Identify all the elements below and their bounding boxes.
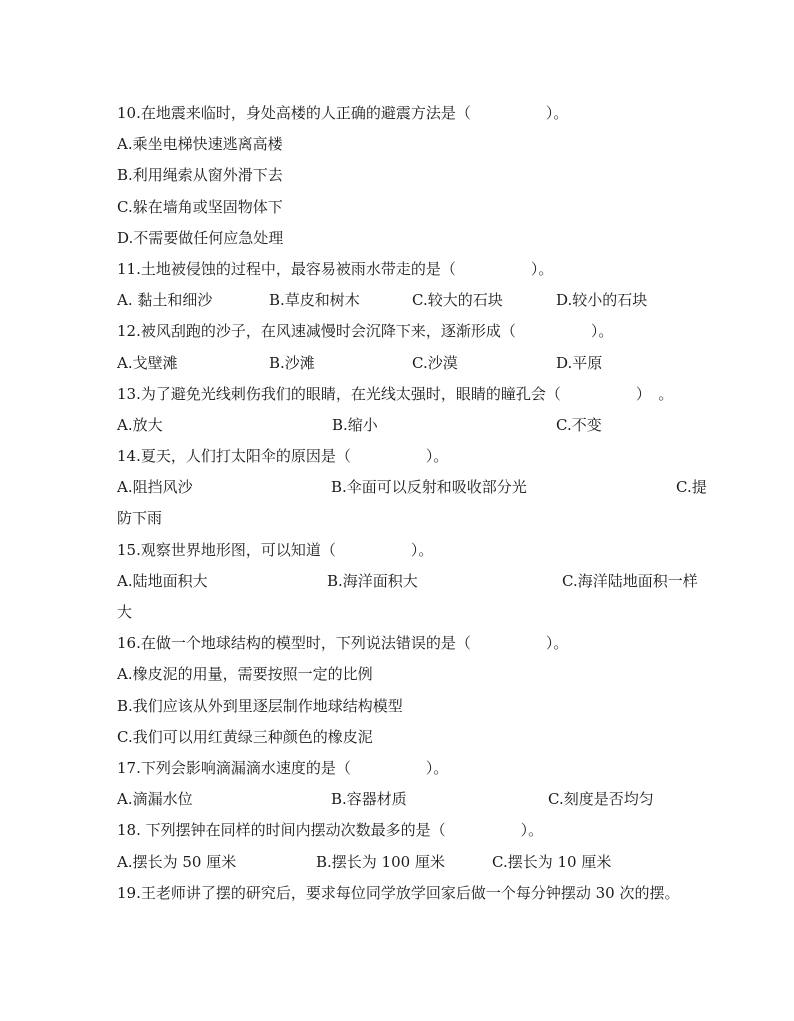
question-17-option-c: C.刻度是否均匀 bbox=[548, 790, 654, 809]
question-10-stem: 10.在地震来临时，身处高楼的人正确的避震方法是（ ）。 bbox=[117, 104, 569, 122]
question-12-option-a: A.戈壁滩 bbox=[117, 353, 178, 372]
question-12-option-c: C.沙漠 bbox=[412, 353, 458, 372]
question-11-options bbox=[117, 285, 717, 316]
question-15-option-c-continued: 大 bbox=[117, 603, 133, 621]
question-15-option-a: A.陆地面积大 bbox=[117, 571, 208, 590]
question-15-options bbox=[117, 566, 717, 597]
question-17-options bbox=[117, 784, 717, 815]
question-11-option-d: D.较小的石块 bbox=[556, 291, 648, 310]
question-13-option-c: C.不变 bbox=[556, 415, 602, 434]
question-14-options bbox=[117, 472, 717, 503]
question-14-option-b: B.伞面可以反射和吸收部分光 bbox=[331, 478, 527, 497]
question-12-stem: 12.被风刮跑的沙子，在风速减慢时会沉降下来，逐渐形成（ ）。 bbox=[117, 322, 614, 341]
question-19-stem: 19.王老师讲了摆的研究后，要求每位同学放学回家后做一个每分钟摆动 30 次的摆。 bbox=[117, 883, 680, 902]
question-15-option-c: C.海洋陆地面积一样 bbox=[562, 571, 698, 590]
question-16-option-a: A.橡皮泥的用量，需要按照一定的比例 bbox=[117, 665, 373, 684]
question-11-stem: 11.土地被侵蚀的过程中，最容易被雨水带走的是（ ）。 bbox=[117, 259, 554, 278]
question-12-options bbox=[117, 348, 717, 379]
question-16-option-c: C.我们可以用红黄绿三种颜色的橡皮泥 bbox=[117, 727, 373, 746]
question-14-option-c-continued: 防下雨 bbox=[117, 509, 163, 528]
question-11-option-b: B.草皮和树木 bbox=[269, 291, 360, 310]
question-13-options bbox=[117, 410, 717, 441]
question-15-option-b: B.海洋面积大 bbox=[327, 571, 418, 590]
question-12-option-d: D.平原 bbox=[556, 353, 603, 372]
question-18-options bbox=[117, 847, 717, 878]
question-18-option-a: A.摆长为 50 厘米 bbox=[117, 852, 237, 871]
question-13-option-a: A.放大 bbox=[117, 415, 163, 434]
question-13-option-b: B.缩小 bbox=[332, 415, 378, 434]
question-10-option-b: B.利用绳索从窗外滑下去 bbox=[117, 166, 283, 185]
question-10-option-c: C.躲在墙角或坚固物体下 bbox=[117, 197, 283, 216]
question-16-stem: 16.在做一个地球结构的模型时，下列说法错误的是（ ）。 bbox=[117, 634, 569, 653]
question-10-option-d: D.不需要做任何应急处理 bbox=[117, 228, 284, 247]
question-18-option-b: B.摆长为 100 厘米 bbox=[316, 852, 445, 871]
question-11-option-c: C.较大的石块 bbox=[412, 291, 503, 310]
question-17-option-a: A.滴漏水位 bbox=[117, 790, 193, 809]
question-11-option-a: A. 黏土和细沙 bbox=[117, 291, 213, 310]
question-14-stem: 14.夏天，人们打太阳伞的原因是（ ）。 bbox=[117, 447, 449, 466]
question-14-option-c: C.提 bbox=[676, 478, 707, 497]
question-15-stem: 15.观察世界地形图，可以知道（ ）。 bbox=[117, 540, 434, 559]
question-12-option-b: B.沙滩 bbox=[269, 353, 315, 372]
question-10-option-a: A.乘坐电梯快速逃离高楼 bbox=[117, 135, 283, 154]
question-13-stem: 13.为了避免光线刺伤我们的眼睛，在光线太强时，眼睛的瞳孔会（ ） 。 bbox=[117, 384, 674, 403]
question-16-option-b: B.我们应该从外到里逐层制作地球结构模型 bbox=[117, 696, 403, 715]
question-17-stem: 17.下列会影响滴漏滴水速度的是（ ）。 bbox=[117, 758, 449, 777]
question-18-option-c: C.摆长为 10 厘米 bbox=[492, 852, 612, 871]
question-17-option-b: B.容器材质 bbox=[331, 790, 407, 809]
question-18-stem: 18. 下列摆钟在同样的时间内摆动次数最多的是（ ）。 bbox=[117, 821, 544, 840]
exam-page bbox=[117, 98, 717, 909]
question-14-option-a: A.阻挡风沙 bbox=[117, 478, 193, 497]
